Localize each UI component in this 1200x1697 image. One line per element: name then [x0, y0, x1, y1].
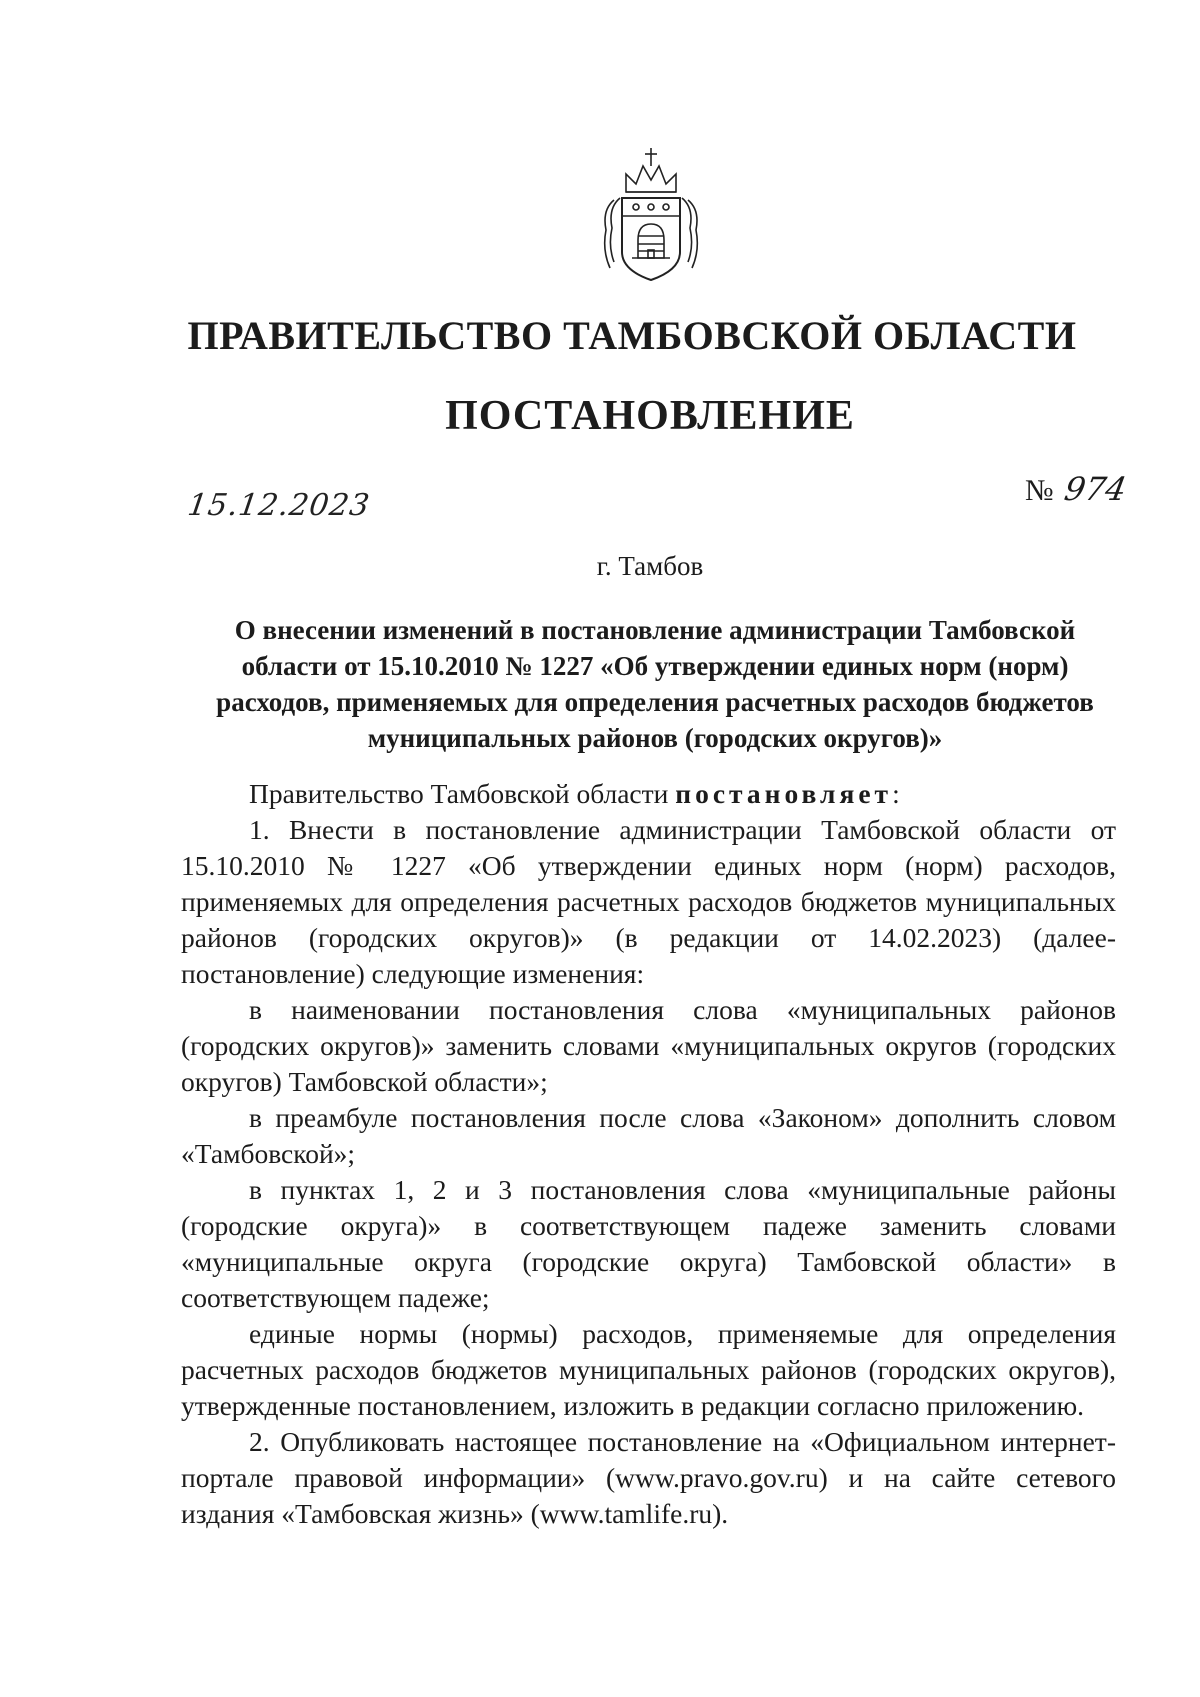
handwritten-number: 974 [1061, 470, 1130, 508]
preamble-verb: постановляет [675, 778, 893, 809]
document-body [181, 776, 1116, 1532]
body-paragraph: 2. Опубликовать настоящее постановление на «Официальном интернет-портале правовой информации» (www.pravo.gov.ru) и на сайте сетевого издания «Тамбовская жизнь» (www.tamlife.ru). [181, 1426, 1116, 1529]
preamble-start: Правительство Тамбовской области [249, 778, 676, 809]
body-paragraph: в пунктах 1, 2 и 3 постановления слова «муниципальные районы (городские округа)» в соответствующем падеже заменить словами «муниципальные округа (городские округа) Тамбовской области» в соответствующем падеже; [181, 1174, 1116, 1313]
document-number [1025, 470, 1130, 508]
preamble-end: : [892, 778, 900, 809]
body-paragraph: в преамбуле постановления после слова «Законом» дополнить словом «Тамбовской»; [181, 1102, 1116, 1169]
body-paragraph: единые нормы (нормы) расходов, применяемые для определения расчетных расходов бюджетов муниципальных районов (городских округов), утвержденные постановлением, изложить в редакции согласно приложению. [181, 1318, 1116, 1421]
document-subject: О внесении изменений в постановление администрации Тамбовской области от 15.10.2010 № 1227 «Об утверждении единых норм (норм) расходов, применяемых для определения расчетных расходов бюджетов муниципальных районов (городских округов)» [216, 615, 1094, 753]
preamble-paragraph [181, 776, 1116, 812]
handwritten-date: 15.12.2023 [185, 488, 373, 523]
city-line: г. Тамбов [596, 551, 704, 581]
tambov-coat-of-arms-icon [596, 140, 706, 290]
number-sign: № [1025, 474, 1054, 507]
organization-title: ПРАВИТЕЛЬСТВО ТАМБОВСКОЙ ОБЛАСТИ [187, 313, 1077, 358]
document-type-heading: ПОСТАНОВЛЕНИЕ [445, 393, 855, 439]
body-paragraph: в наименовании постановления слова «муниципальных районов (городских округов)» заменить словами «муниципальных округов (городских округов) Тамбовской области»; [181, 994, 1116, 1097]
body-paragraph: 1. Внести в постановление администрации Тамбовской области от 15.10.2010 № 1227 «Об утверждении единых норм (норм) расходов, применяемых для определения расчетных расходов бюджетов муниципальных районов (городских округов)» (в редакции от 14.02.2023) (далее-постановление) следующие изменения: [181, 814, 1116, 989]
